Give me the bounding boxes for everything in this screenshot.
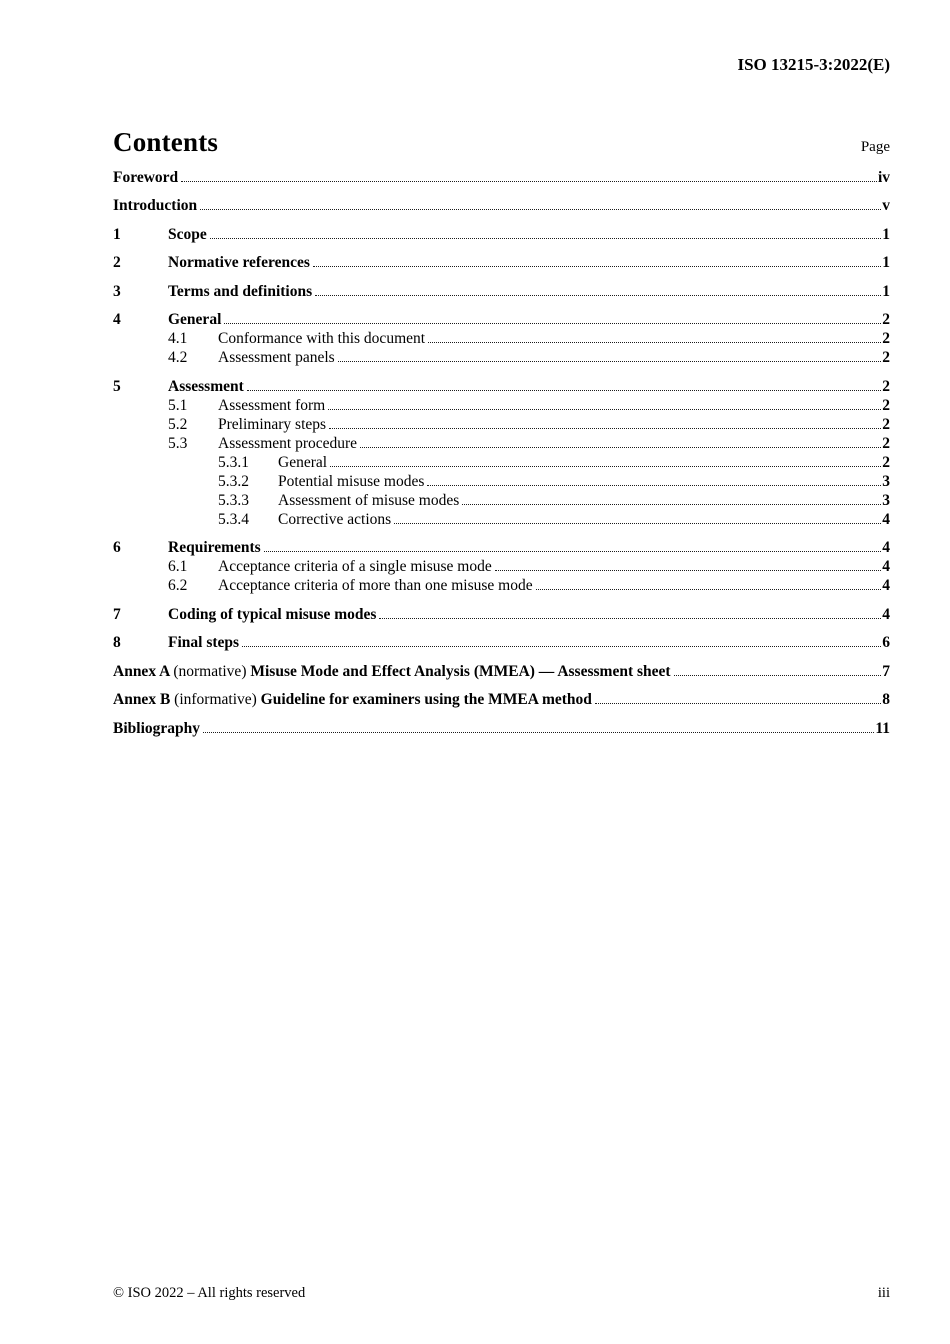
toc-entry-number: 8	[113, 634, 121, 651]
toc-entry-label-segment: Assessment form	[218, 396, 326, 414]
toc-entry	[113, 196, 890, 215]
toc-entry-label	[168, 225, 207, 244]
toc-entry-label-segment: (informative)	[174, 691, 261, 708]
toc-entry	[113, 557, 890, 576]
toc-entry-page: 4	[882, 577, 890, 594]
toc-entry-page: 4	[882, 605, 890, 623]
toc-entry-label-segment: Introduction	[113, 197, 198, 214]
toc-entry-label	[278, 453, 327, 472]
toc-entry-page: 2	[882, 311, 890, 328]
toc-entry-label-segment: Final steps	[168, 634, 240, 651]
toc-entry-label-segment: Coding of typical misuse modes	[168, 605, 377, 623]
toc-entry-page: iv	[877, 168, 890, 186]
toc-entry-label	[113, 690, 592, 709]
dot-leader	[264, 551, 882, 552]
dot-leader	[379, 618, 881, 619]
toc-entry-page: 3	[882, 491, 890, 509]
toc-entry-label	[168, 253, 310, 272]
toc-entry-label-segment: Normative references	[168, 254, 310, 271]
toc-entry-label-segment: Scope	[168, 225, 207, 243]
toc-entry-label	[278, 472, 424, 491]
toc-entry-page: 6	[882, 634, 890, 651]
contents-header	[113, 127, 890, 158]
toc-entry	[113, 491, 890, 510]
toc-entry-label	[218, 557, 492, 576]
toc-entry-number: 1	[113, 225, 121, 243]
toc-entry-page: 2	[882, 349, 890, 366]
toc-entry	[113, 538, 890, 557]
toc-entry-page: 2	[882, 434, 890, 452]
toc-entry-label-segment: Annex A	[113, 662, 174, 680]
dot-leader	[595, 703, 881, 704]
toc-entry-number: 6	[113, 539, 121, 556]
toc-entry	[113, 415, 890, 434]
toc-entry-label	[113, 662, 671, 681]
document-footer	[113, 1285, 890, 1302]
dot-leader	[360, 447, 881, 448]
toc-entry-label-segment: Bibliography	[113, 719, 200, 737]
toc-entry-label-segment: Assessment panels	[218, 349, 335, 366]
toc-entry-page: 4	[882, 539, 890, 556]
dot-leader	[427, 485, 881, 486]
toc-entry-page: 2	[882, 415, 890, 433]
toc-entry	[113, 510, 890, 529]
toc-entry-number: 5.3.4	[218, 510, 249, 528]
toc-entry-number: 5.3.3	[218, 491, 249, 509]
toc-entry-label	[278, 510, 391, 529]
toc-entry	[113, 253, 890, 272]
toc-entry-label-segment: Misuse Mode and Effect Analysis (MMEA) — Assessment sheet	[250, 662, 671, 680]
toc-entry-page: 11	[875, 719, 890, 737]
toc-entry	[113, 690, 890, 709]
toc-entry-label	[113, 168, 178, 187]
toc-entry-number: 4.1	[168, 330, 188, 347]
dot-leader	[242, 646, 881, 647]
toc-entry-label	[278, 491, 459, 510]
toc-entry-page: 2	[882, 453, 890, 471]
toc-entry-label-segment: Terms and definitions	[168, 282, 313, 300]
toc-entry-page: 2	[882, 377, 890, 395]
toc-entry	[113, 662, 890, 681]
toc-entry-label-segment: Assessment procedure	[218, 434, 358, 452]
page-column-label: Page	[860, 139, 890, 155]
toc-entry-number: 6.1	[168, 558, 188, 575]
toc-entry	[113, 225, 890, 244]
toc-entry	[113, 282, 890, 301]
toc-entry-number: 5.2	[168, 415, 188, 433]
toc-entry-number: 5.3.2	[218, 472, 249, 490]
dot-leader	[328, 409, 881, 410]
document-header	[113, 55, 890, 75]
toc-entry-label-segment: Requirements	[168, 539, 261, 556]
toc-entry-label-segment: Foreword	[113, 168, 179, 186]
toc-entry	[113, 377, 890, 396]
dot-leader	[536, 589, 882, 590]
toc-entry-label	[218, 415, 326, 434]
toc-entry-number: 6.2	[168, 577, 188, 594]
toc-entry-number: 2	[113, 254, 121, 271]
toc-entry	[113, 605, 890, 624]
toc-entry-number: 4.2	[168, 349, 188, 366]
toc-entry-page: v	[882, 197, 890, 214]
toc-entry-page: 7	[882, 662, 890, 680]
toc-entry-label	[113, 196, 197, 215]
toc-entry-label-segment: General	[278, 453, 328, 471]
toc-entry-number: 4	[113, 311, 121, 328]
dot-leader	[329, 428, 881, 429]
toc-entry	[113, 434, 890, 453]
dot-leader	[181, 181, 877, 182]
copyright-notice: © ISO 2022 – All rights reserved	[113, 1285, 306, 1301]
dot-leader	[428, 342, 881, 343]
toc-entry-label-segment: Acceptance criteria of a single misuse mode	[218, 558, 492, 575]
toc-entry	[113, 633, 890, 652]
toc-entry-label-segment: Guideline for examiners using the MMEA method	[260, 691, 592, 708]
toc-entry-number: 7	[113, 605, 121, 623]
toc-entry-number: 5.1	[168, 396, 188, 414]
dot-leader	[200, 209, 881, 210]
dot-leader	[394, 523, 881, 524]
doc-reference: ISO 13215-3:2022(E)	[737, 55, 890, 74]
dot-leader	[247, 390, 881, 391]
toc-entry-label-segment: Preliminary steps	[218, 415, 327, 433]
toc-entry-label-segment: Conformance with this document	[218, 330, 426, 347]
toc-entry-page: 2	[882, 330, 890, 347]
toc-entry-page: 1	[882, 225, 890, 243]
toc-entry-label	[218, 329, 425, 348]
toc-entry-label	[113, 719, 200, 738]
toc-entry-label-segment: Assessment	[168, 377, 244, 395]
dot-leader	[674, 675, 882, 676]
toc-entry-page: 1	[882, 282, 890, 300]
toc-entry	[113, 396, 890, 415]
toc-entry-number: 5.3	[168, 434, 188, 452]
toc-entry-label-segment: Assessment of misuse modes	[278, 491, 460, 509]
toc-entry-label	[168, 377, 244, 396]
toc-entry-number: 5.3.1	[218, 453, 249, 471]
toc-entry-label	[168, 310, 221, 329]
toc-entry	[113, 453, 890, 472]
toc-entry-label	[168, 538, 261, 557]
toc-entry-label-segment: Annex B	[113, 691, 175, 708]
toc-entry-label	[218, 396, 325, 415]
toc-entry	[113, 472, 890, 491]
toc-entry-page: 8	[882, 691, 890, 708]
dot-leader	[315, 295, 881, 296]
toc-entry-number: 5	[113, 377, 121, 395]
toc-entry-label	[218, 576, 533, 595]
toc-entry-page: 4	[882, 510, 890, 528]
toc-entry-page: 3	[882, 472, 890, 490]
toc-entry-page: 2	[882, 396, 890, 414]
dot-leader	[210, 238, 882, 239]
toc-entry	[113, 168, 890, 187]
dot-leader	[224, 323, 881, 324]
dot-leader	[338, 361, 882, 362]
contents-title: Contents	[113, 127, 219, 157]
folio-page-number: iii	[877, 1285, 890, 1301]
toc-entry-label-segment: Acceptance criteria of more than one misuse mode	[218, 577, 533, 594]
toc-entry	[113, 348, 890, 367]
toc-entry-label-segment: (normative)	[173, 662, 251, 680]
toc-entry-number: 3	[113, 282, 121, 300]
toc-entry	[113, 576, 890, 595]
toc-entry	[113, 719, 890, 738]
toc-entry	[113, 329, 890, 348]
toc-entry-page: 4	[882, 558, 890, 575]
dot-leader	[495, 570, 882, 571]
dot-leader	[330, 466, 881, 467]
toc-entry-label-segment: Potential misuse modes	[278, 472, 425, 490]
toc-entry-label	[168, 282, 312, 301]
toc-entry-label	[168, 633, 239, 652]
toc-entry-label-segment: General	[168, 311, 222, 328]
toc-entry-label	[168, 605, 376, 624]
toc-entry	[113, 310, 890, 329]
dot-leader	[462, 504, 881, 505]
toc-list	[113, 168, 890, 738]
toc-entry-page: 1	[882, 254, 890, 271]
toc-entry-label	[218, 434, 357, 453]
toc-entry-label-segment: Corrective actions	[278, 510, 392, 528]
dot-leader	[203, 732, 874, 733]
dot-leader	[313, 266, 881, 267]
toc-entry-label	[218, 348, 335, 367]
